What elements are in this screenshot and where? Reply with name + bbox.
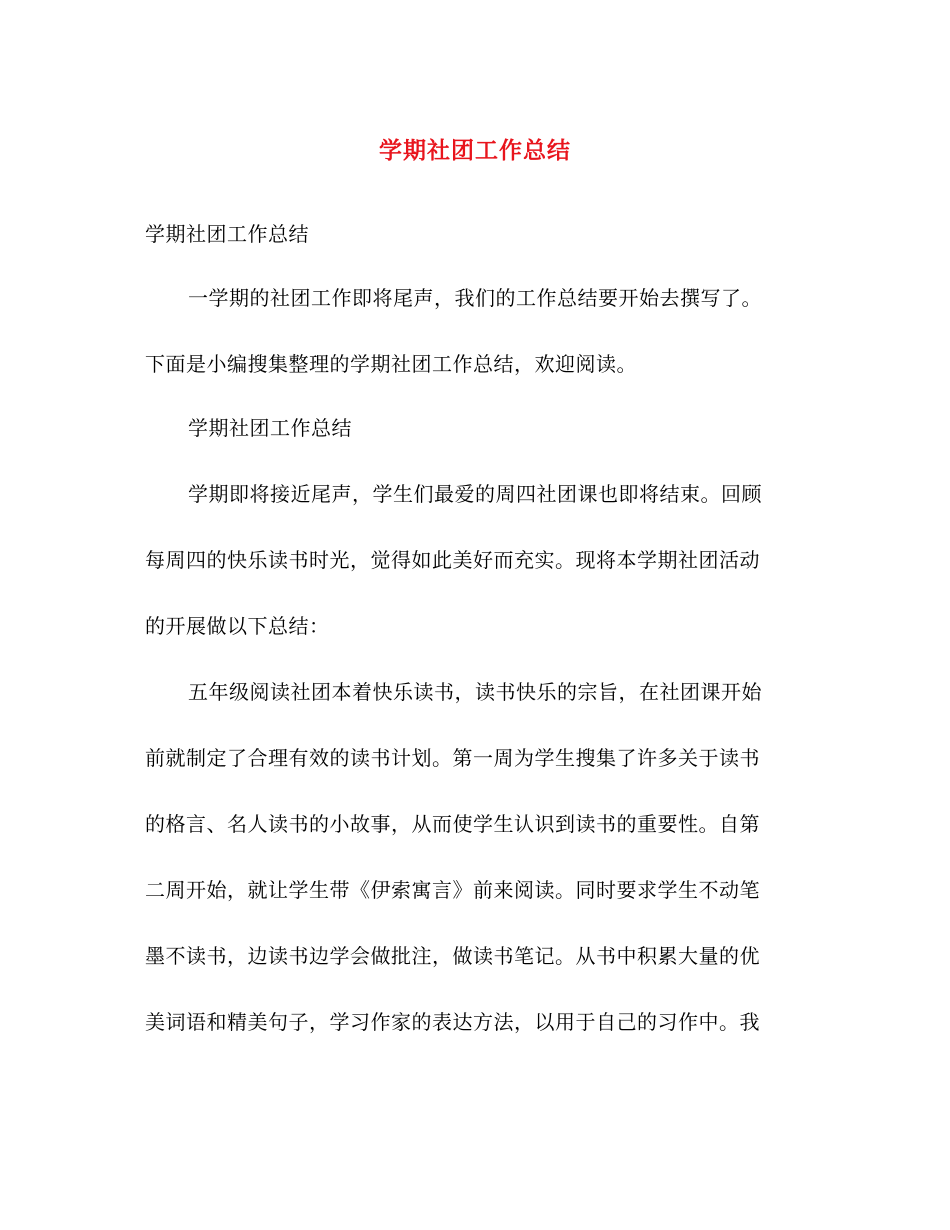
paragraph-line: 下面是小编搜集整理的学期社团工作总结，欢迎阅读。 (145, 352, 637, 376)
paragraph-line: 的格言、名人读书的小故事，从而使学生认识到读书的重要性。自第 (145, 812, 760, 836)
paragraph-line: 美词语和精美句子，学习作家的表达方法，以用于自己的习作中。我 (145, 1010, 760, 1034)
document-title: 学期社团工作总结 (379, 137, 571, 164)
paragraph-line: 二周开始，就让学生带《伊索寓言》前来阅读。同时要求学生不动笔 (145, 878, 760, 902)
paragraph-line: 学期即将接近尾声，学生们最爱的周四社团课也即将结束。回顾 (188, 482, 762, 506)
paragraph-line: 墨不读书，边读书边学会做批注，做读书笔记。从书中积累大量的优 (145, 944, 760, 968)
paragraph-line: 一学期的社团工作即将尾声，我们的工作总结要开始去撰写了。 (188, 286, 762, 310)
paragraph-line: 的开展做以下总结： (145, 614, 330, 638)
paragraph-line: 每周四的快乐读书时光，觉得如此美好而充实。现将本学期社团活动 (145, 548, 760, 572)
paragraph-line: 五年级阅读社团本着快乐读书，读书快乐的宗旨，在社团课开始 (188, 680, 762, 704)
paragraph-heading: 学期社团工作总结 (145, 222, 309, 246)
paragraph-heading: 学期社团工作总结 (188, 416, 352, 440)
paragraph-line: 前就制定了合理有效的读书计划。第一周为学生搜集了许多关于读书 (145, 746, 760, 770)
